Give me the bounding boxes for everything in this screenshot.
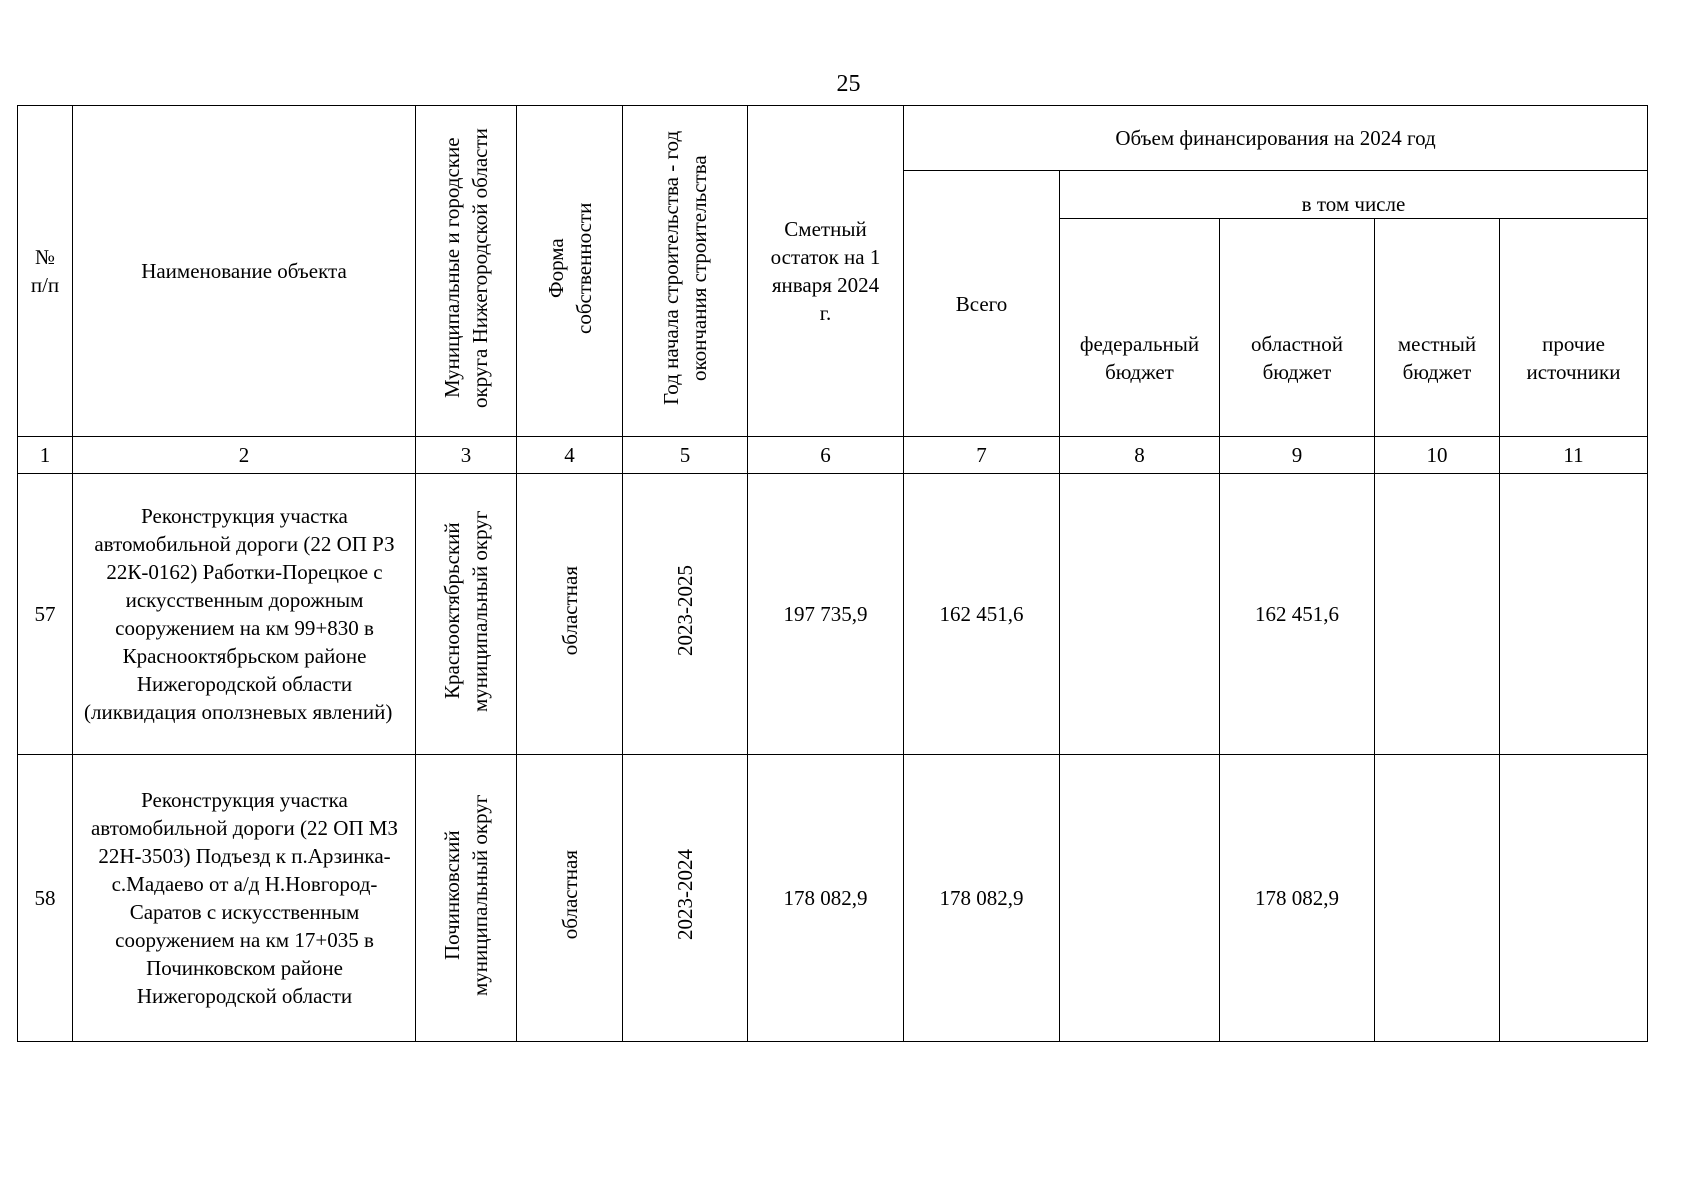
column-number: 5	[623, 437, 748, 474]
row-total: 162 451,6	[904, 474, 1060, 755]
header-funding-group: Объем финансирования на 2024 год	[1115, 126, 1436, 150]
row-local	[1375, 474, 1500, 755]
row-municipality-cell	[416, 474, 517, 755]
row-years: 2023-2025	[673, 565, 697, 656]
row-name: Реконструкция участка автомобильной дороги (22 ОП МЗ 22Н-3503) Подъезд к п.Арзинка-с.Мадаево от а/д Н.Новгород-Саратов с искусственным сооружением на км 17+035 в Починковском районе Нижегородской области	[73, 755, 416, 1042]
row-municipality: Починковский муниципальный округ	[440, 793, 492, 996]
row-estimate: 178 082,9	[748, 755, 904, 1042]
header-federal: федеральный бюджет	[1079, 331, 1200, 384]
row-local	[1375, 755, 1500, 1042]
header-including: в том числе	[1301, 192, 1406, 216]
header-total: Всего	[955, 291, 1008, 316]
row-other	[1500, 755, 1648, 1042]
header-cell-total	[904, 171, 1060, 437]
column-number: 10	[1375, 437, 1500, 474]
header-ownership: Форма собственности	[543, 201, 596, 334]
column-number: 6	[748, 437, 904, 474]
column-number: 7	[904, 437, 1060, 474]
column-number: 11	[1500, 437, 1648, 474]
row-federal	[1060, 755, 1220, 1042]
header-cell-estimate	[748, 106, 904, 437]
page-number: 25	[836, 71, 861, 97]
row-years: 2023-2024	[673, 849, 697, 940]
column-number: 2	[73, 437, 416, 474]
row-regional: 178 082,9	[1220, 755, 1375, 1042]
row-ownership: областная	[557, 849, 582, 940]
row-ownership-cell	[517, 755, 623, 1042]
column-number: 8	[1060, 437, 1220, 474]
row-ownership: областная	[557, 565, 582, 656]
column-number: 9	[1220, 437, 1375, 474]
header-cell-years	[623, 106, 748, 437]
header-local: местный бюджет	[1397, 331, 1477, 384]
row-federal	[1060, 474, 1220, 755]
header-cell-name	[73, 106, 416, 437]
table-row	[18, 755, 1648, 1042]
header-other: прочие источники	[1526, 331, 1621, 384]
table-row	[18, 474, 1648, 755]
header-cell-municipality	[416, 106, 517, 437]
column-number: 1	[18, 437, 73, 474]
row-years-cell	[623, 755, 748, 1042]
row-name: Реконструкция участка автомобильной дороги (22 ОП РЗ 22К-0162) Работки-Порецкое с искусственным дорожным сооружением на км 99+830 в Краснооктябрьском районе Нижегородской области (ликвидация оползневых явлений)	[73, 474, 416, 755]
header-cell-federal	[1060, 219, 1220, 437]
row-years-cell	[623, 474, 748, 755]
financing-table	[17, 105, 1648, 1042]
row-other	[1500, 474, 1648, 755]
header-cell-funding-group	[904, 106, 1648, 171]
header-cell-other	[1500, 219, 1648, 437]
row-municipality-cell	[416, 755, 517, 1042]
header-estimate: Сметный остаток на 1 января 2024 г.	[770, 217, 881, 325]
column-number: 3	[416, 437, 517, 474]
header-no: № п/п	[30, 245, 60, 297]
header-cell-local	[1375, 219, 1500, 437]
header-cell-including	[1060, 171, 1648, 219]
column-number-row	[18, 437, 1648, 474]
header-cell-no	[18, 106, 73, 437]
header-cell-regional	[1220, 219, 1375, 437]
header-cell-ownership	[517, 106, 623, 437]
header-years: Год начала строительства - год окончания строительства	[659, 130, 711, 405]
row-no: 58	[18, 755, 73, 1042]
column-number: 4	[517, 437, 623, 474]
header-name: Наименование объекта	[141, 259, 347, 283]
header-municipality: Муниципальные и городские округа Нижегородской области	[440, 127, 492, 408]
row-total: 178 082,9	[904, 755, 1060, 1042]
header-regional: областной бюджет	[1251, 331, 1343, 384]
row-ownership-cell	[517, 474, 623, 755]
row-regional: 162 451,6	[1220, 474, 1375, 755]
row-no: 57	[18, 474, 73, 755]
row-estimate: 197 735,9	[748, 474, 904, 755]
row-municipality: Краснооктябрьский муниципальный округ	[440, 509, 492, 712]
